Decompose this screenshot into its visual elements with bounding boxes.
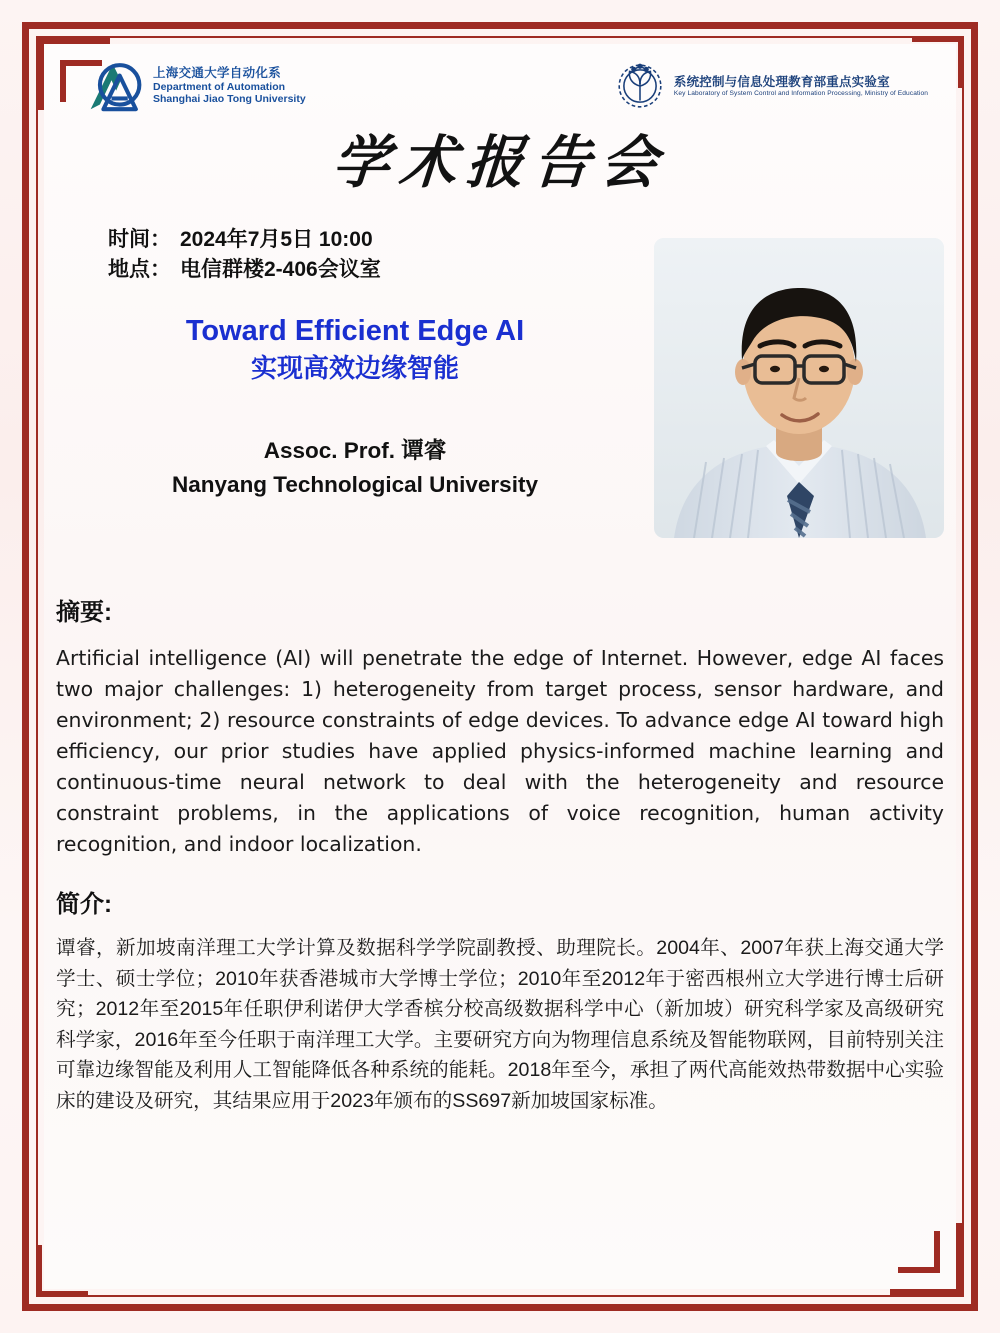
event-time-value: 2024年7月5日 10:00 — [180, 228, 373, 251]
sjtu-logo-en2: Shanghai Jiao Tong University — [153, 93, 306, 106]
sjtu-automation-logo — [86, 58, 306, 114]
key-laboratory-logo-en: Key Laboratory of System Control and Information Processing, Ministry of Education — [673, 89, 928, 97]
logo-row — [56, 50, 944, 122]
bio-text: 谭睿，新加坡南洋理工大学计算及数据科学学院副教授、助理院长。2004年、2007年获上海交通大学学士、硕士学位；2010年获香港城市大学博士学位；2010年至2012年于密西根州立大学进行博士后研究；2012年至2015年任职伊利诺伊大学香槟分校高级数据科学中心（新加坡）研究科学家及高级研究科学家，2016年至今任职于南洋理工大学。主要研究方向为物理信息系统及智能物联网，目前特别关注可靠边缘智能及利用人工智能降低各种系统的能耗。2018年至今，承担了两代高能效热带数据中心实验床的建设及研究，其结果应用于2023年颁布的SS697新加坡国家标准。 — [56, 936, 944, 1112]
abstract-text: Artificial intelligence (AI) will penetrate the edge of Internet. However, edge AI faces two major challenges: 1) heterogeneity from target process, sensor hardware, and environment; 2) resource constraints of edge devices. To advance edge AI toward high efficiency, our prior studies have applied physics-informed machine learning and continuous-time neural network to deal with the heterogeneity and resource constraint problems, in the applications of voice recognition, human activity recognition, and indoor localization. — [56, 645, 944, 856]
speaker-affiliation: Nanyang Technological University — [172, 471, 538, 497]
abstract-heading: 摘要: — [56, 598, 112, 626]
event-place-label: 地点： — [108, 258, 171, 282]
page-title: 学术报告会 — [330, 129, 670, 196]
talk-headline-block — [56, 312, 944, 582]
poster-content — [56, 50, 944, 1285]
bio-heading: 简介: — [56, 890, 112, 918]
key-laboratory-logo-text — [674, 74, 928, 99]
talk-title-en: Toward Efficient Edge AI — [185, 314, 525, 347]
key-laboratory-logo-icon — [614, 60, 666, 112]
sjtu-logo-text — [153, 66, 306, 106]
sjtu-logo-en1: Department of Automation — [153, 81, 286, 93]
talk-title-cn: 实现高效边缘智能 — [250, 353, 459, 384]
speaker-name: Assoc. Prof. 谭睿 — [263, 438, 447, 464]
event-place-value: 电信群楼2-406会议室 — [180, 258, 381, 282]
sjtu-automation-logo-icon — [86, 58, 144, 114]
speaker-photo — [654, 238, 944, 538]
key-laboratory-logo-cn: 系统控制与信息处理教育部重点实验室 — [673, 74, 890, 89]
sjtu-logo-cn: 上海交通大学自动化系 — [153, 66, 282, 81]
event-time-label: 时间： — [108, 228, 171, 251]
key-laboratory-logo — [614, 60, 928, 112]
